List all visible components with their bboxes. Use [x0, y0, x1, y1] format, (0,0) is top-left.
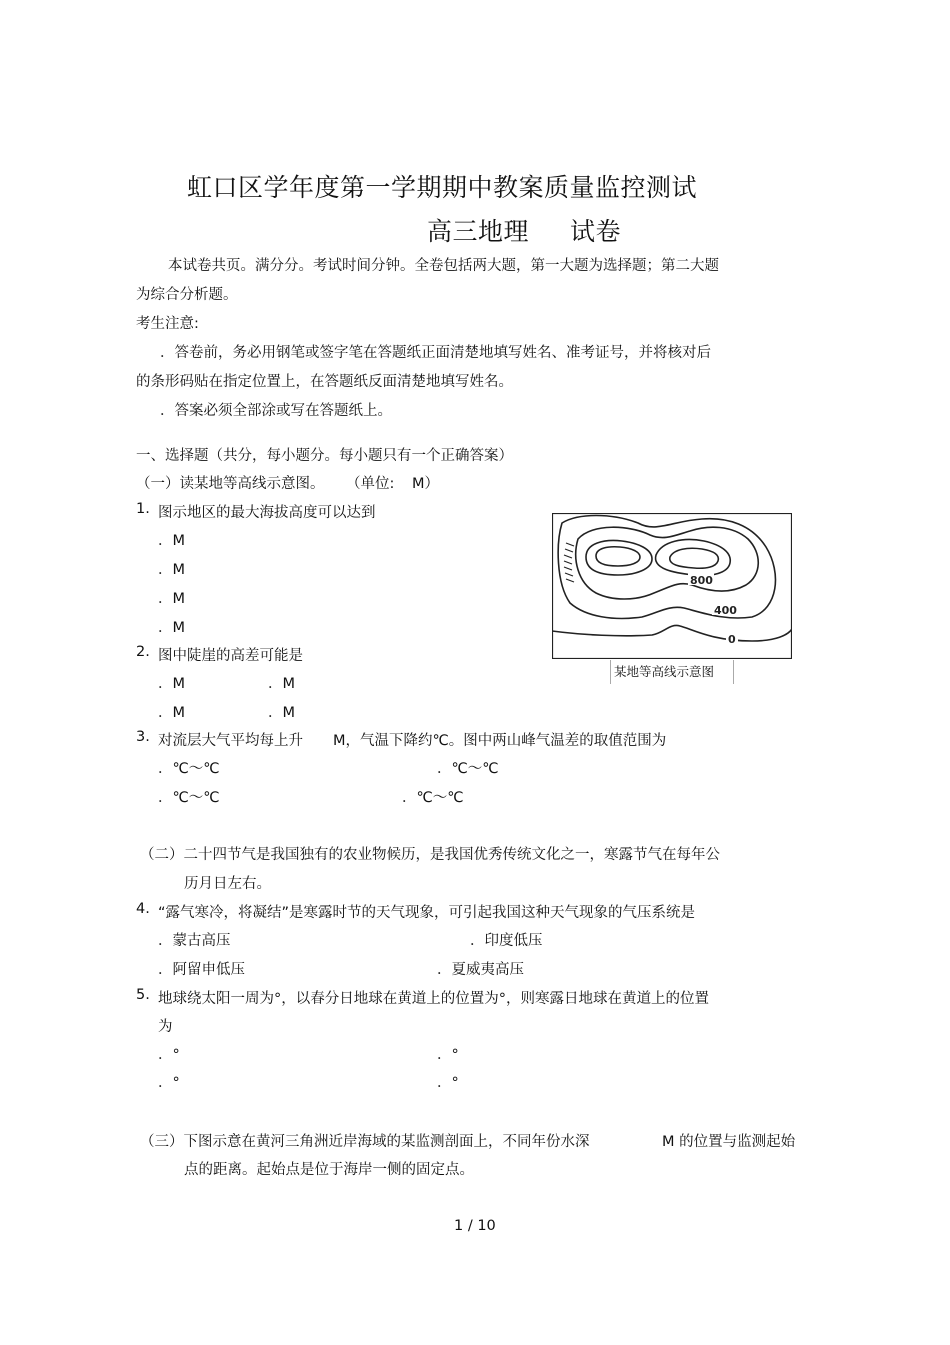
subtitle-subject: 高三地理 [427, 217, 530, 246]
q2-stem: 图中陡崖的高差可能是 [158, 648, 303, 664]
q3-stem: 对流层大气平均每上升 [158, 733, 303, 749]
q3-option-b: ．℃～℃ [437, 761, 499, 777]
contour-label-400: 400 [714, 604, 737, 617]
q5-stem: 地球绕太阳一周为°，以春分日地球在黄道上的位置为°，则寒露日地球在黄道上的位置 [158, 991, 709, 1007]
q3-number: 3. [136, 729, 150, 745]
part3-heading-tail: M 的位置与监测起始 [662, 1134, 796, 1150]
notice-item-2: ．答案必须全部涂或写在答题纸上。 [160, 403, 392, 419]
notice-item-1-cont: 的条形码贴在指定位置上，在答题纸反面清楚地填写姓名。 [136, 374, 513, 390]
q1-number: 1. [136, 501, 150, 517]
q4-option-d: ．夏威夷高压 [437, 962, 524, 978]
q3-option-c: ．℃～℃ [158, 790, 220, 806]
q4-stem: “露气寒冷，将凝结”是寒露时节的天气现象，可引起我国这种天气现象的气压系统是 [158, 905, 696, 921]
part2-heading: （二）二十四节气是我国独有的农业物候历，是我国优秀传统文化之一，寒露节气在每年公 [140, 847, 720, 863]
q1-option-b: ．M [158, 562, 186, 578]
q1-option-c: ．M [158, 591, 186, 607]
q2-option-b: ．M [268, 676, 296, 692]
part1-unit-value: M） [412, 476, 440, 492]
subtitle-paper: 试卷 [570, 217, 622, 246]
q2-number: 2. [136, 644, 150, 660]
q5-option-c: ．° [158, 1075, 180, 1091]
section-heading: 一、选择题（共分，每小题分。每小题只有一个正确答案） [136, 448, 513, 464]
q3-option-a: ．℃～℃ [158, 761, 220, 777]
contour-map [552, 513, 792, 659]
q3-stem-cont: M，气温下降约℃。图中两山峰气温差的取值范围为 [333, 733, 667, 749]
part3-heading: （三）下图示意在黄河三角洲近岸海域的某监测剖面上，不同年份水深 [140, 1134, 590, 1150]
part3-heading-cont: 点的距离。起始点是位于海岸一侧的固定点。 [184, 1162, 474, 1178]
q5-option-a: ．° [158, 1047, 180, 1063]
q2-option-a: ．M [158, 676, 186, 692]
q5-option-d: ．° [437, 1075, 459, 1091]
q3-option-d: ．℃～℃ [402, 790, 464, 806]
q4-option-b: ．印度低压 [470, 933, 543, 949]
page-title: 虹口区学年度第一学期期中教案质量监控测试 [187, 173, 698, 202]
page-number: 1 / 10 [454, 1218, 496, 1234]
part1-heading: （一）读某地等高线示意图。 [136, 476, 325, 492]
q4-number: 4. [136, 901, 150, 917]
intro-line-1: 本试卷共页。满分分。考试时间分钟。全卷包括两大题，第一大题为选择题；第二大题 [168, 258, 719, 274]
contour-label-800: 800 [690, 574, 713, 587]
part1-unit-label: （单位: [346, 476, 395, 492]
q1-option-a: ．M [158, 533, 186, 549]
q2-option-d: ．M [268, 705, 296, 721]
q4-option-c: ．阿留申低压 [158, 962, 245, 978]
q5-number: 5. [136, 987, 150, 1003]
notice-label: 考生注意: [136, 316, 199, 332]
figure-caption: 某地等高线示意图 [610, 660, 734, 684]
q1-stem: 图示地区的最大海拔高度可以达到 [158, 505, 376, 521]
q2-option-c: ．M [158, 705, 186, 721]
q1-option-d: ．M [158, 620, 186, 636]
part2-heading-cont: 历月日左右。 [184, 876, 271, 892]
q5-stem-cont: 为 [158, 1019, 173, 1035]
q4-option-a: ．蒙古高压 [158, 933, 231, 949]
q5-option-b: ．° [437, 1047, 459, 1063]
contour-label-0: 0 [728, 633, 736, 646]
intro-line-2: 为综合分析题。 [136, 287, 238, 303]
contour-map-figure [552, 513, 792, 659]
notice-item-1: ．答卷前，务必用钢笔或签字笔在答题纸正面清楚地填写姓名、准考证号，并将核对后 [160, 345, 711, 361]
